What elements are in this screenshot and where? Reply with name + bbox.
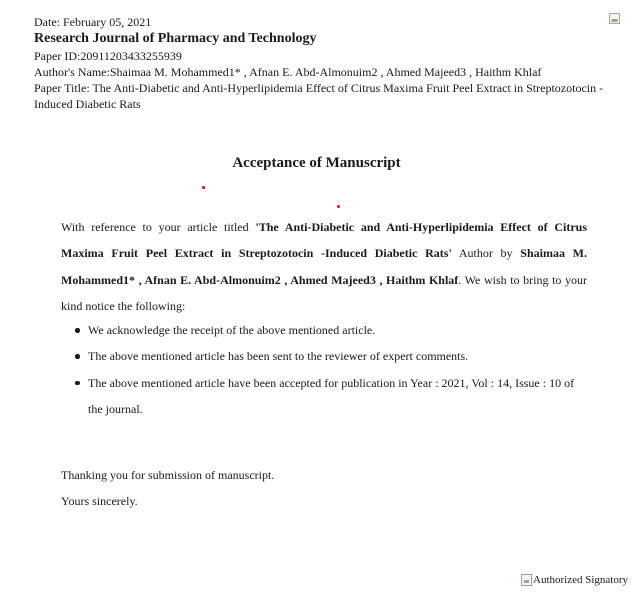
body-paragraph xyxy=(61,214,587,319)
red-mark-dot xyxy=(202,186,205,189)
sincerely-line: Yours sincerely. xyxy=(61,494,138,508)
notice-text: . We wish to bring to your kind notice the following: xyxy=(61,272,587,313)
bullet-icon xyxy=(75,328,80,333)
thanks-line: Thanking you for submission of manuscript. xyxy=(61,468,275,482)
broken-image-icon xyxy=(609,12,621,24)
letter-header xyxy=(34,14,614,112)
intro-text: With reference to your article titled xyxy=(61,220,249,234)
bullet-icon xyxy=(75,354,80,359)
article-authors: Shaimaa M. Mohammed1* , Afnan E. Abd-Almonuim2 , Ahmed Majeed3 , Haithm Khlaf xyxy=(61,246,587,287)
broken-image-icon xyxy=(521,574,532,586)
list-item: The above mentioned article have been accepted for publication in Year : 2021, Vol : 14, Issue : 10 of the journal. xyxy=(61,370,587,423)
bullet-icon xyxy=(75,381,80,386)
list-item: The above mentioned article has been sent to the reviewer of expert comments. xyxy=(61,343,587,369)
author-names: Author's Name:Shaimaa M. Mohammed1* , Afnan E. Abd-Almonuim2 , Ahmed Majeed3 , Haithm Khlaf xyxy=(34,65,542,79)
red-mark-dot xyxy=(337,205,340,208)
list-item: We acknowledge the receipt of the above mentioned article. xyxy=(61,317,587,343)
journal-name: Research Journal of Pharmacy and Technology xyxy=(34,31,317,46)
article-title: 'The Anti-Diabetic and Anti-Hyperlipidemia Effect of Citrus Maxima Fruit Peel Extract in Streptozotocin -Induced Diabetic Rats' xyxy=(61,220,587,261)
notice-list xyxy=(61,317,587,422)
paper-id: Paper ID:20911203433255939 xyxy=(34,49,182,63)
page-title: Acceptance of Manuscript xyxy=(232,155,401,171)
signature-alt-text: Authorized Signatory xyxy=(533,574,629,586)
authorized-signatory-image xyxy=(521,574,628,586)
author-by-text: Author by xyxy=(458,246,513,261)
date-line: Date: February 05, 2021 xyxy=(34,15,152,29)
closing xyxy=(61,462,274,514)
paper-title: Paper Title: The Anti-Diabetic and Anti-Hyperlipidemia Effect of Citrus Maxima Fruit Peel Extract in Streptozotocin - Induced Diabetic Rats xyxy=(34,81,604,111)
